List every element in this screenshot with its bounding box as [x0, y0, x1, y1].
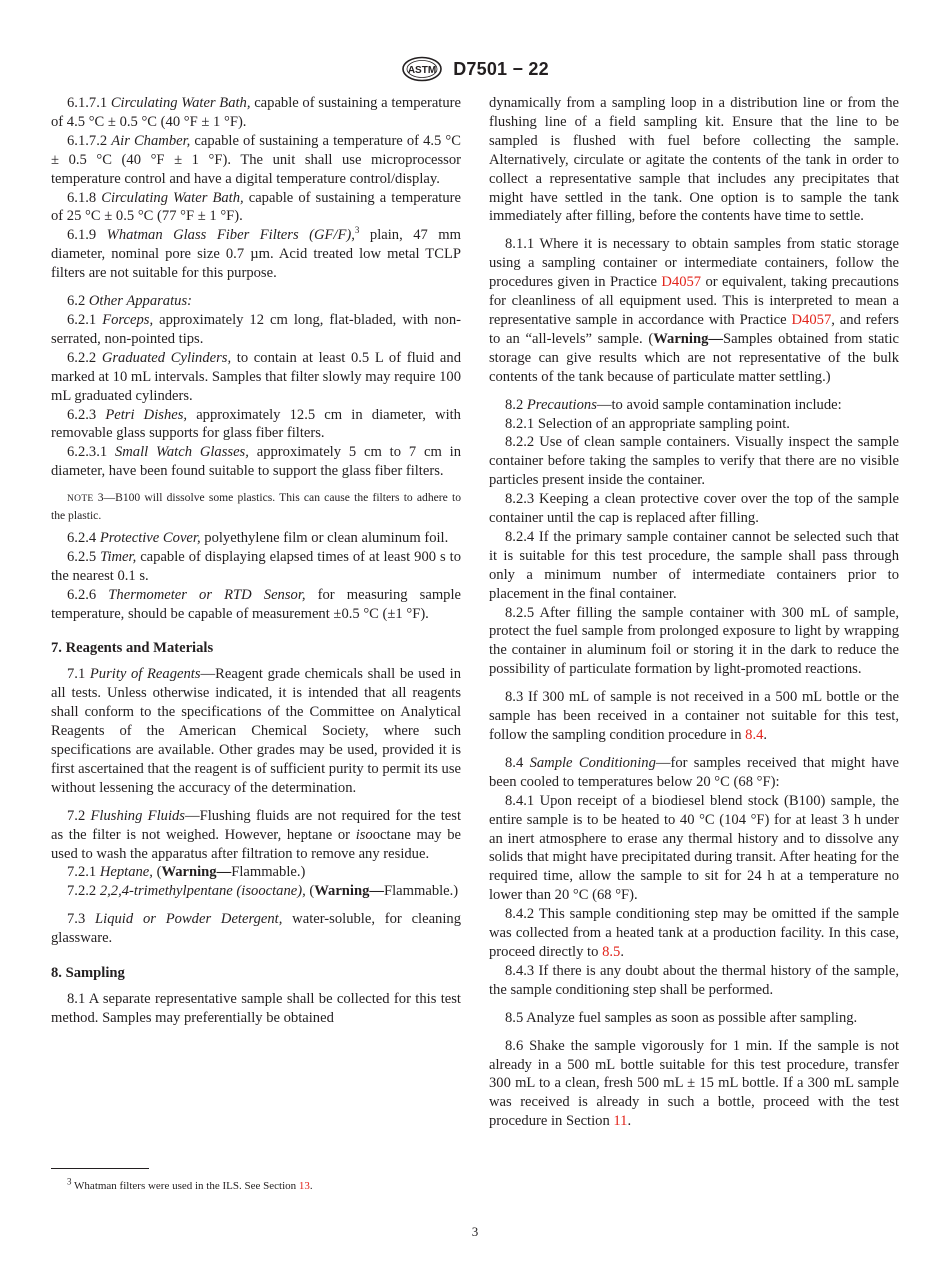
text-run: —Flushing fluids are not required for the test as the filter is not weighed. However, heptane or [51, 807, 461, 843]
paragraph [51, 94, 461, 132]
text-run: . [620, 943, 624, 960]
text-run: 8. Sampling [51, 965, 125, 982]
text-run: 6.2.4 [67, 529, 100, 546]
paragraph [51, 132, 461, 189]
text-run: polyethylene film or clean aluminum foil. [200, 529, 449, 546]
paragraph [489, 490, 899, 528]
text-run: to contain at least 0.5 L of fluid and marked at 10 mL intervals. Samples that filter slowly may require 100 mL graduated cylinders. [51, 349, 461, 404]
text-run: 8.2.1 Selection of an appropriate sampling point. [505, 415, 790, 432]
text-run: —for samples received that might have been cooled to temperatures below 20 °C (68 °F): [489, 754, 899, 790]
footnote-text: Whatman filters were used in the ILS. See Section [71, 1180, 299, 1192]
page-number: 3 [471, 1224, 479, 1239]
paragraph [489, 688, 899, 745]
footnote-section-link[interactable]: 13 [298, 1180, 310, 1192]
italic-term: Other Apparatus: [88, 293, 192, 310]
text-run: capable of sustaining a temperature of 4.5 °C ± 0.5 °C (40 °F ± 1 °F). The unit shall use microprocessor temperature control and have a digital temperature control/display. [51, 132, 461, 187]
text-run: plain, 47 mm diameter, nominal pore size 0.7 µm. Acid treated low metal TCLP filters are not suitable for this purpose. [51, 227, 461, 282]
footnote-divider [51, 1168, 149, 1169]
paragraph [489, 433, 899, 490]
paragraph [51, 311, 461, 349]
paragraph [489, 94, 899, 226]
paragraph [51, 586, 461, 624]
paragraph [489, 604, 899, 680]
paragraph [51, 443, 461, 481]
text-run: 8.2.2 Use of clean sample containers. Visually inspect the sample container before taking the samples to verify that there are no visible particles present inside the container. [489, 434, 899, 489]
text-run: or equivalent, taking precautions for cleanliness of all equipment used. This is interpreted to mean a representative sample in accordance with Practice [489, 274, 899, 328]
paragraph [489, 1037, 899, 1132]
text-run: capable of sustaining a temperature of 25 °C ± 0.5 °C (77 °F ± 1 °F). [51, 189, 461, 225]
text-run: 8.2.3 Keeping a clean protective cover over the top of the sample container until the cap is replaced after filling. [489, 491, 899, 527]
italic-term: Thermometer or RTD Sensor, [108, 586, 306, 603]
text-run: 8.4 [505, 754, 530, 771]
paragraph [51, 882, 461, 901]
text-run: —to avoid sample contamination include: [596, 396, 842, 413]
text-run: water-soluble, for cleaning glassware. [51, 911, 462, 947]
italic-term: Forceps, [102, 311, 154, 328]
text-run: 8.1.1 Where it is necessary to obtain samples from static storage using a sampling container or intermediate containers, follow the procedures given in Practice [489, 236, 899, 291]
italic-term: Sample Conditioning [529, 754, 656, 771]
italic-term: Graduated Cylinders, [101, 349, 232, 366]
paragraph [51, 529, 461, 548]
text-run: 7.1 [67, 666, 90, 683]
text-run: . [627, 1113, 632, 1130]
italic-term: Heptane, [99, 864, 153, 881]
text-run: 6.1.7.2 [67, 132, 112, 149]
left-column [51, 94, 461, 1028]
italic-term: 2,2,4-trimethylpentane (isooctane), [99, 883, 306, 900]
cross-reference-link[interactable]: 8.5 [602, 943, 621, 960]
text-run: , and refers to an “all-levels” sample. ( [489, 311, 899, 347]
warning-label: Warning— [314, 883, 384, 900]
text-run: Samples obtained from static storage can give results which are not representative of the bulk contents of the tank because of particulate matter settling.) [489, 330, 899, 385]
paragraph [489, 962, 899, 1000]
paragraph [51, 863, 461, 882]
italic-term: Timer, [100, 548, 137, 565]
paragraph [489, 415, 899, 434]
text-run: capable of displaying elapsed times of at least 900 s to the nearest 0.1 s. [51, 548, 461, 584]
warning-label: Warning— [161, 864, 232, 881]
paragraph [489, 396, 899, 415]
cross-reference-link[interactable]: 8.4 [745, 727, 764, 743]
text-run: dynamically from a sampling loop in a distribution line or from the flushing line of a field sampling kit. Ensure that the line to be sampled is flushed with fuel before collecting the sample. Alternatively, circulate or agitate the contents of the tank in order to collect a representative sample that includes any precipitates that might have settled in the tank. One option is to sample the tank immediately after filling, before the contents have time to settle. [489, 95, 899, 225]
astm-logo-icon [401, 56, 443, 82]
text-run: approximately 12.5 cm in diameter, with removable glass supports for glass fiber filters. [51, 406, 461, 442]
text-run: 7.2 [67, 807, 91, 824]
paragraph [51, 807, 461, 864]
text-run: Flammable.) [384, 883, 459, 900]
text-run: 7.2.2 [67, 883, 100, 900]
paragraph [489, 528, 899, 604]
standard-designation: D7501 − 22 [453, 58, 549, 79]
text-run: 7.2.1 [67, 864, 100, 881]
cross-reference-link[interactable]: 11 [613, 1113, 628, 1130]
italic-term: Air Chamber, [111, 132, 191, 149]
paragraph [51, 548, 461, 586]
text-run: 6.2.5 [67, 548, 101, 565]
italic-term: Precautions [526, 396, 597, 413]
paragraph [51, 990, 461, 1028]
paragraph [489, 1009, 899, 1028]
paragraph [51, 349, 461, 406]
section-heading [51, 639, 461, 658]
italic-term: Petri Dishes, [105, 406, 188, 423]
italic-term: Whatman Glass Fiber Filters (GF/F), [106, 227, 355, 244]
text-run: ( [305, 883, 315, 900]
note-label: NOTE [67, 494, 94, 505]
page-header [0, 56, 950, 86]
italic-term: Flushing Fluids [90, 807, 185, 824]
text-run: 8.4.1 Upon receipt of a biodiesel blend stock (B100) sample, the entire sample is to be heated to 40 °C (104 °F) for at least 3 h under an inert atmosphere to erase any thermal history and to dissolve any solids that might have precipitated during transit. After heating for the required time, allow the sample to sit for 24 h at a temperature no lower than 20 °C (68 °F). [489, 792, 899, 904]
paragraph [51, 665, 461, 797]
text-run: 8.6 Shake the sample vigorously for 1 min. If the sample is not already in a 500 mL bottle suitable for this test procedure, transfer 300 mL to a clean, fresh 500 mL ± 15 mL bottle. If a 300 mL sample was received is already in such a bottle, proceed with the test procedure in Section [489, 1037, 899, 1130]
italic-term: Circulating Water Bath, [101, 189, 244, 206]
footnote-end: . [309, 1180, 313, 1192]
paragraph [51, 189, 461, 227]
text-run: 3—B100 will dissolve some plastics. This can cause the filters to adhere to the plastic. [51, 491, 461, 522]
italic-term: Purity of Reagents [89, 666, 201, 683]
text-run: . [763, 727, 768, 743]
text-run: 8.2 [505, 396, 527, 413]
text-run: 8.3 If 300 mL of sample is not received in a 500 mL bottle or the sample has been received in a container not suitable for this test, follow the sampling condition procedure in [489, 689, 899, 743]
text-run: 6.2.1 [67, 311, 103, 328]
text-run: 8.1 A separate representative sample shall be collected for this test method. Samples may preferentially be obtained [51, 990, 461, 1026]
cross-reference-link[interactable]: D4057 [791, 311, 832, 328]
paragraph [489, 905, 899, 962]
text-run: 8.2.5 After filling the sample container with 300 mL of sample, protect the fuel sample from prolonged exposure to light by wrapping the container in aluminum foil or storing it in the dark to reduce the possibility of particulate formation by light-promoted reactions. [489, 604, 899, 678]
text-run: 6.2.6 [67, 586, 109, 603]
text-run: 6.2.2 [67, 349, 102, 366]
text-run: 7. Reagents and Materials [51, 640, 214, 657]
text-run: 8.4.3 If there is any doubt about the thermal history of the sample, the sample conditioning step shall be performed. [489, 962, 899, 998]
section-heading [51, 964, 461, 983]
footnote-reference[interactable]: 3 [354, 225, 360, 236]
text-run: for measuring sample temperature, should be capable of measurement ±0.5 °C (±1 °F). [51, 586, 461, 622]
text-run: 8.2.4 If the primary sample container cannot be selected such that it is suitable for this test procedure, the sample shall pass through only a minimum number of intermediate containers prior to placement in the final container. [489, 528, 899, 602]
logo-text: ASTM [408, 65, 437, 76]
italic-term: Protective Cover, [99, 529, 201, 546]
text-run: 7.3 [67, 911, 96, 928]
paragraph [51, 406, 461, 444]
italic-term: Small Watch Glasses, [114, 444, 249, 461]
footnote-marker: 3 [67, 1176, 72, 1187]
paragraph [51, 292, 461, 311]
text-run: 8.4.2 This sample conditioning step may be omitted if the sample was collected from a heated tank at a production facility. In this case, proceed directly to [489, 906, 899, 960]
text-run: octane may be used to wash the apparatus after filtration to remove any residue. [51, 826, 461, 862]
paragraph [51, 910, 461, 948]
paragraph [489, 754, 899, 792]
text-run: 6.1.9 [67, 227, 107, 244]
note [51, 490, 461, 523]
text-run: 6.2.3.1 [67, 444, 115, 461]
italic-term: Liquid or Powder Detergent, [95, 911, 283, 928]
text-run: 6.1.8 [67, 189, 102, 206]
warning-label: Warning— [653, 330, 723, 347]
text-run: 6.1.7.1 [67, 95, 111, 111]
text-run: ( [152, 864, 162, 881]
text-run: —Reagent grade chemicals shall be used in all tests. Unless otherwise indicated, it is intended that all reagents shall conform to the specifications of the Committee on Analytical Reagents of the American Chemical Society, where such specifications are available. Other grades may be used, provided it is first ascertained that the reagent is of sufficient purity to permit its use without lessening the accuracy of the determination. [51, 666, 461, 796]
text-run: 6.2.3 [67, 406, 106, 423]
italic-term: Circulating Water Bath, [110, 95, 251, 111]
italic-term: iso [355, 826, 373, 843]
paragraph [51, 226, 461, 283]
text-run: approximately 5 cm to 7 cm in diameter, have been found suitable to support the glass fiber filters. [51, 444, 461, 480]
footnote [67, 1176, 313, 1193]
text-run: Flammable.) [231, 864, 306, 881]
paragraph [489, 235, 899, 386]
paragraph [489, 792, 899, 905]
text-run: 6.2 [67, 293, 89, 310]
text-run: capable of sustaining a temperature of 4.5 °C ± 0.5 °C (40 °F ± 1 °F). [51, 95, 462, 130]
right-column [489, 94, 899, 1131]
text-run: 8.5 Analyze fuel samples as soon as possible after sampling. [505, 1009, 858, 1026]
text-run: approximately 12 cm long, flat-bladed, with non-serrated, non-pointed tips. [51, 311, 461, 347]
cross-reference-link[interactable]: D4057 [661, 274, 702, 291]
